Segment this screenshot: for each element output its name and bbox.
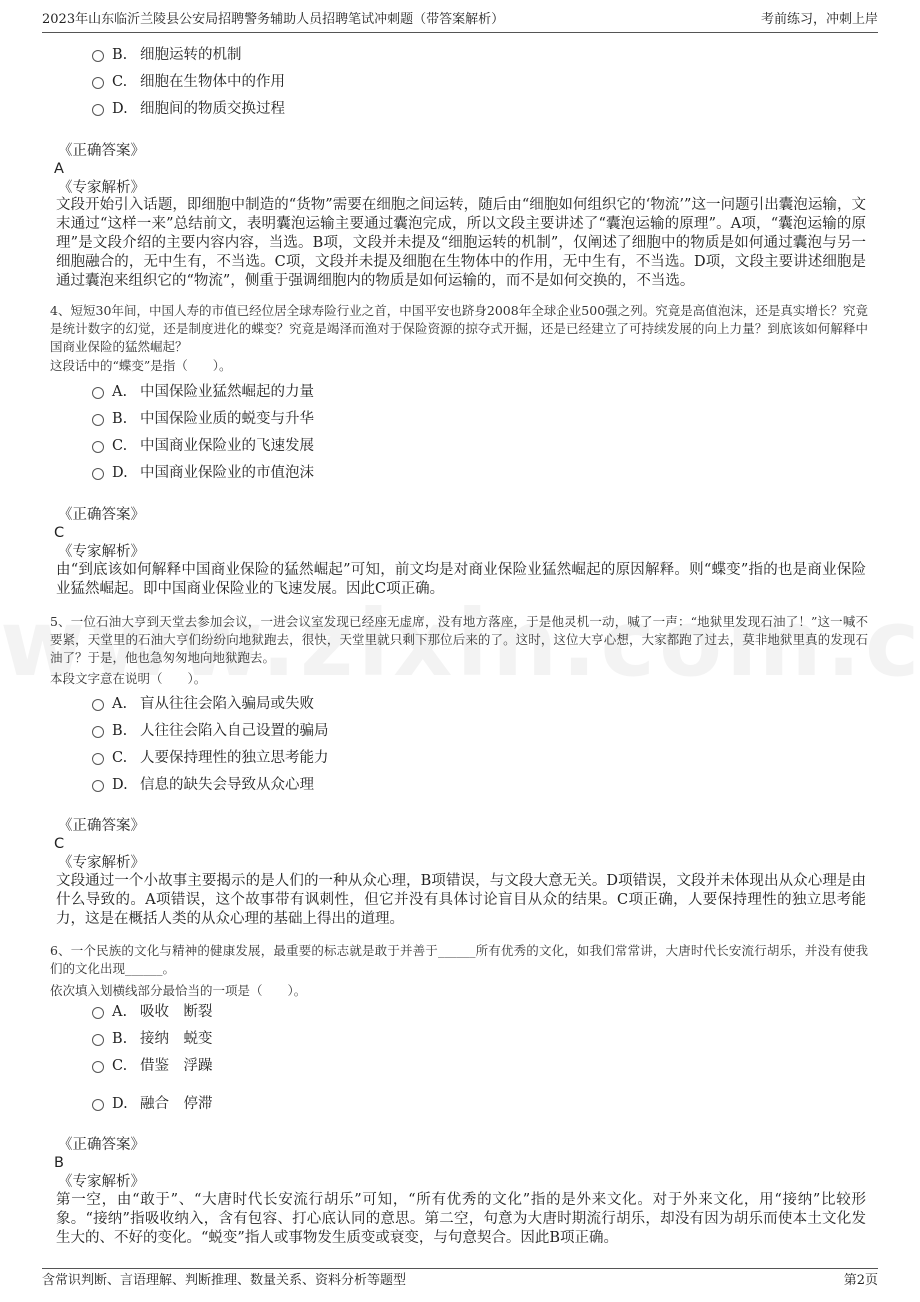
q5-option-d[interactable]: D. 信息的缺失会导致从众心理 xyxy=(92,775,314,795)
q5-analysis: 文段通过一个小故事主要揭示的是人们的一种从众心理，B项错误，与文段大意无关。D项错误，文段并未体现出从众心理是由什么导致的。A项错误，这个故事带有讽刺性，但它并没有具体讨论盲目从众的结果。C项正确，人要保持理性的独立思考能力，这是在概括人类的从众心理的基础上得出的道理。 xyxy=(56,873,866,927)
radio-icon[interactable] xyxy=(92,1061,104,1073)
q3-option-c[interactable]: C. 细胞在生物体中的作用 xyxy=(92,72,285,92)
page-header xyxy=(42,8,878,33)
radio-icon[interactable] xyxy=(92,699,104,711)
q6-prompt: 依次填入划横线部分最恰当的一项是（ ）。 xyxy=(50,983,307,998)
radio-icon[interactable] xyxy=(92,1034,104,1046)
q4-answer: C xyxy=(54,525,65,541)
q5-option-c[interactable]: C. 人要保持理性的独立思考能力 xyxy=(92,748,329,768)
q3-option-d[interactable]: D. 细胞间的物质交换过程 xyxy=(92,99,285,119)
q5-stem: 5、一位石油大亨到天堂去参加会议，一进会议室发现已经座无虚席，没有地方落座，于是他灵机一动，喊了一声：“地狱里发现石油了！”这一喊不要紧，天堂里的石油大亨们纷纷向地狱跑去，很快，天堂里就只剩下那位后来的了。这时，这位大亨心想，大家都跑了过去，莫非地狱里真的发现石油了？于是，他也急匆匆地向地狱跑去。 xyxy=(50,614,868,665)
q6-option-c[interactable]: C. 借鉴 浮躁 xyxy=(92,1056,213,1076)
q6-option-b[interactable]: B. 接纳 蜕变 xyxy=(92,1029,213,1049)
q3-analysis: 文段开始引入话题，即细胞中制造的“货物”需要在细胞之间运转，随后由“细胞如何组织它的‘物流’”这一问题引出囊泡运输，文末通过“这样一来”总结前文，表明囊泡运输主要通过囊泡完成，所以文段主要讲述了“囊泡运输的原理”。A项，“囊泡运输的原理”是文段介绍的主要内容内容，当选。B项，文段并未提及“细胞运转的机制”，仅阐述了细胞中的物质是如何通过囊泡与另一细胞融合的，无中生有，不当选。C项，文段并未提及细胞在生物体中的作用，无中生有，不当选。D项，文段主要讲述细胞是通过囊泡来组织它的“物流”，侧重于强调细胞内的物质是如何运输的，而不是如何交换的，不当选。 xyxy=(56,197,866,289)
radio-icon[interactable] xyxy=(92,1099,104,1111)
radio-icon[interactable] xyxy=(92,387,104,399)
page-footer xyxy=(42,1268,878,1293)
q6-option-a[interactable]: A. 吸收 断裂 xyxy=(92,1002,213,1022)
q6-option-d[interactable]: D. 融合 停滞 xyxy=(92,1094,213,1114)
radio-icon[interactable] xyxy=(92,753,104,765)
header-slogan: 考前练习，冲刺上岸 xyxy=(760,12,878,27)
footer-topics: 含常识判断、言语理解、判断推理、数量关系、资料分析等题型 xyxy=(42,1273,407,1288)
q6-answer: B xyxy=(54,1155,64,1171)
radio-icon[interactable] xyxy=(92,77,104,89)
q4-prompt: 这段话中的“蝶变”是指（ ）。 xyxy=(50,358,232,373)
analysis-label: 《专家解析》 xyxy=(58,1174,145,1190)
q5-option-b[interactable]: B. 人往往会陷入自己设置的骗局 xyxy=(92,721,329,741)
radio-icon[interactable] xyxy=(92,468,104,480)
radio-icon[interactable] xyxy=(92,780,104,792)
analysis-label: 《专家解析》 xyxy=(58,180,145,196)
radio-icon[interactable] xyxy=(92,726,104,738)
answer-label: 《正确答案》 xyxy=(58,143,145,159)
q6-stem: 6、一个民族的文化与精神的健康发展，最重要的标志就是敢于并善于______所有优秀的文化，如我们常常讲，大唐时代长安流行胡乐，并没有使我们的文化出现______。 xyxy=(50,943,868,976)
radio-icon[interactable] xyxy=(92,104,104,116)
q3-answer: A xyxy=(54,161,64,177)
q6-analysis: 第一空，由“敢于”、“大唐时代长安流行胡乐”可知，“所有优秀的文化”指的是外来文化。对于外来文化，用“接纳”比较形象。“接纳”指吸收纳入，含有包容、打心底认同的意思。第二空，句意为大唐时期流行胡乐，却没有因为胡乐而使本土文化发生大的、不好的变化。“蜕变”指人或事物发生质变或衰变，与句意契合。因此B项正确。 xyxy=(56,1192,866,1246)
answer-label: 《正确答案》 xyxy=(58,818,145,834)
q3-option-b[interactable]: B. 细胞运转的机制 xyxy=(92,45,242,65)
analysis-label: 《专家解析》 xyxy=(58,544,145,560)
radio-icon[interactable] xyxy=(92,414,104,426)
q4-option-d[interactable]: D. 中国商业保险业的市值泡沫 xyxy=(92,463,314,483)
q4-stem: 4、短短30年间，中国人寿的市值已经位居全球寿险行业之首，中国平安也跻身2008年全球企业500强之列。究竟是高值泡沫，还是真实增长？究竟是统计数字的幻觉，还是制度进化的蝶变？究竟是竭泽而渔对于保险资源的掠夺式开掘，还是已经建立了可持续发展的向上力量？到底该如何解释中国商业保险的猛然崛起？ xyxy=(50,303,868,354)
radio-icon[interactable] xyxy=(92,441,104,453)
answer-label: 《正确答案》 xyxy=(58,507,145,523)
q5-answer: C xyxy=(54,836,65,852)
q4-option-c[interactable]: C. 中国商业保险业的飞速发展 xyxy=(92,436,314,456)
page-number: 第2页 xyxy=(843,1273,878,1288)
q4-option-b[interactable]: B. 中国保险业质的蜕变与升华 xyxy=(92,409,314,429)
analysis-label: 《专家解析》 xyxy=(58,855,145,871)
radio-icon[interactable] xyxy=(92,1007,104,1019)
q5-option-a[interactable]: A. 盲从往往会陷入骗局或失败 xyxy=(92,694,314,714)
q4-option-a[interactable]: A. 中国保险业猛然崛起的力量 xyxy=(92,382,314,402)
document-title: 2023年山东临沂兰陵县公安局招聘警务辅助人员招聘笔试冲刺题（带答案解析） xyxy=(42,12,505,27)
q5-prompt: 本段文字意在说明（ ）。 xyxy=(50,671,207,686)
answer-label: 《正确答案》 xyxy=(58,1137,145,1153)
q4-analysis: 由“到底该如何解释中国商业保险的猛然崛起”可知，前文均是对商业保险业猛然崛起的原因解释。则“蝶变”指的也是商业保险业猛然崛起。即中国商业保险业的飞速发展。因此C项正确。 xyxy=(56,562,866,597)
radio-icon[interactable] xyxy=(92,50,104,62)
